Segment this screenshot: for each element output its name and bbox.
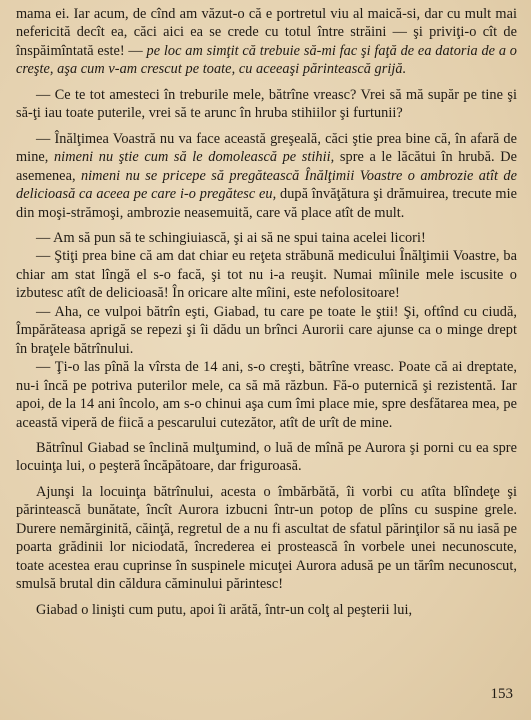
paragraph bbox=[16, 5, 517, 79]
paragraph bbox=[16, 439, 517, 476]
italic-run: pe loc am simţit că trebuie să-mi fac şi faţă de ea datoria de a o creşte, aşa cum v-am crescut pe toate, cu aceeaşi părintească grijă. bbox=[16, 42, 517, 78]
paragraph bbox=[16, 130, 517, 222]
italic-run: nimeni nu se pricepe să pregătească Înălţimii Voastre o ambrozie atît de delicioasă ca aceea pe care i-o pregătesc eu, bbox=[16, 167, 517, 203]
text-run: — Înălţimea Voastră nu va face această greşeală, căci ştie prea bine că, în afară de mine, bbox=[16, 130, 517, 166]
paragraph bbox=[16, 601, 517, 619]
page-number: 153 bbox=[490, 686, 513, 702]
paragraph bbox=[16, 247, 517, 302]
text-run: spre a le lăcătui în hrubă. De asemenea, bbox=[16, 149, 517, 184]
text-run: Bătrînul Giabad se înclină mulţumind, o luă de mînă pe Aurora şi porni cu ea spre locuinţa lui, o peşteră încăpătoare, dar friguroasă. bbox=[16, 439, 517, 475]
text-run: — Ştiţi prea bine că am dat chiar eu reţeta străbună medicului Înălţimii Voastre, ba chiar am stat lîngă el s-o facă, şi tot nu i-a reuşit. Numai mîinile mele iscusite o izbutesc atît de delicioasă! În oricare alte mîini, este nefolositoare! bbox=[16, 248, 517, 302]
text-run: — Aha, ce vulpoi bătrîn eşti, Giabad, tu care pe toate le ştii! Şi, oftînd cu ciudă, Împărăteasa aprigă se repezi şi îi dădu un brînci Aurorii care ajunse ca o minge drept în braţele bătrînului. bbox=[16, 303, 517, 357]
text-run: — Ce te tot amesteci în treburile mele, bătrîne vreasc? Vrei să mă supăr pe tine şi să-ţi iau toate puterile, vrei să te arunc în hruba stihiilor şi furtunii? bbox=[16, 86, 517, 122]
text-run: mama ei. Iar acum, de cînd am văzut-o că e portretul viu al maică-si, dar cu mult mai nefericită decît ea, căci aici ea se crede cu totul între străini — şi priviţi-o cît de înspăimîntată este! — bbox=[16, 6, 517, 59]
text-run: Ajunşi la locuinţa bătrînului, acesta o îmbărbătă, îi vorbi cu atîta blîndeţe şi părintească bunătate, încît Aurora izbucni într-un potop de plîns cu suspine grele. Durere nemărginită, căinţă, regretul de a nu fi ascultat de sfatul părinţilor să nu iasă pe poarta grădinii lor niciodată, încrederea ei prostească în vorbele unei necunoscute, toate acestea erau cuprinse în suspinele micuţei Aurora adusă pe un tărîm necunoscut, smulsă brutal din căldura căminului părintesc! bbox=[16, 483, 517, 593]
paragraph bbox=[16, 358, 517, 432]
body-text bbox=[16, 5, 517, 619]
paragraph bbox=[16, 229, 517, 247]
text-run: după învăţătura şi drămuirea, trecute mie din moşi-strămoşi, ambrozie neasemuită, care vă place atît de mult. bbox=[16, 186, 517, 221]
text-run: Giabad o linişti cum putu, apoi îi arătă, într-un colţ al peşterii lui, bbox=[36, 601, 413, 618]
italic-run: nimeni nu ştie cum să le domolească pe stihii, bbox=[53, 149, 335, 166]
text-run: — Ţi-o las pînă la vîrsta de 14 ani, s-o creşti, bătrîne vreasc. Poate că ai dreptate, nu-i încă pe potriva puterilor mele, ca să mă răzbun. Fă-o puternică şi rezistentă. Iar apoi, de la 14 ani încolo, am s-o chinui aşa cum îmi place mie, spre desfătarea mea, pe această viperă de fiică a pescarului cutezător, atît de urît de mine. bbox=[16, 359, 517, 431]
paragraph bbox=[16, 483, 517, 594]
paragraph bbox=[16, 86, 517, 123]
paragraph bbox=[16, 303, 517, 358]
text-run: — Am să pun să te schingiuiască, şi ai să ne spui taina acelei licori! bbox=[36, 229, 426, 246]
